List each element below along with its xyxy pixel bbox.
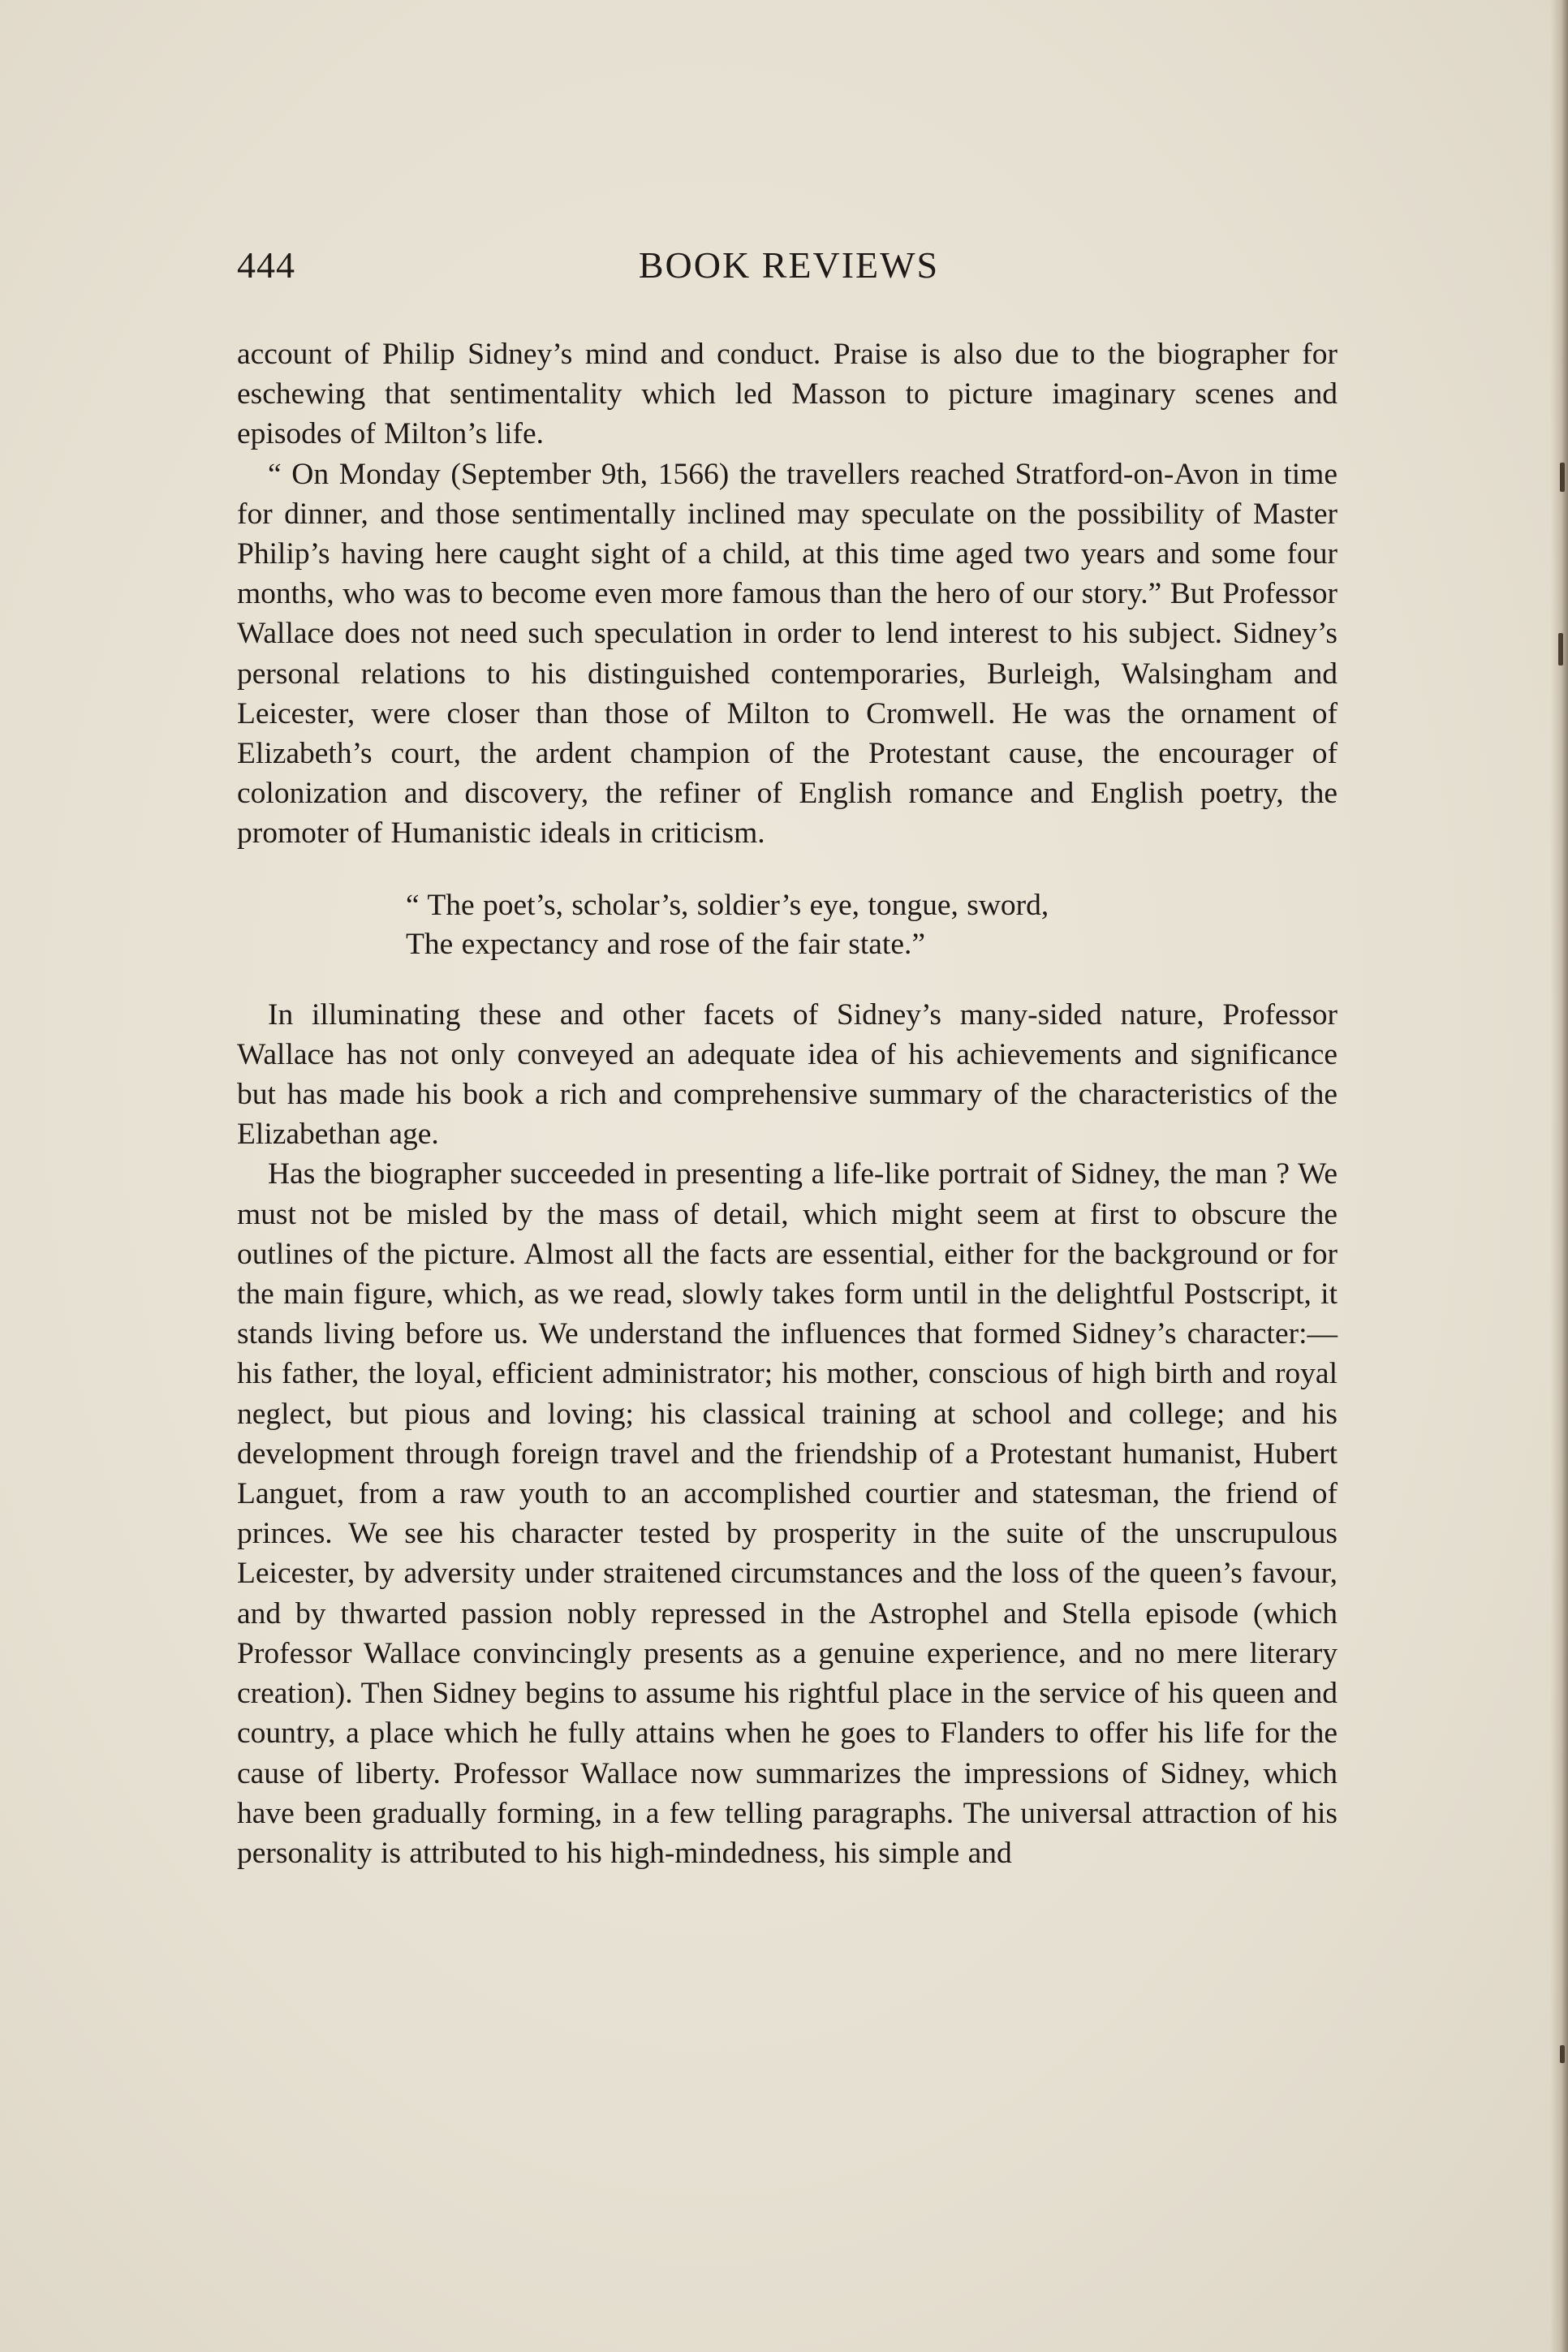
edge-mark-2 [1558,633,1563,666]
paragraph-3: In illuminating these and other facets of Sidney’s many-sided nature, Professor Wallace has not only conveyed an adequate idea of his achievements and significance but has made his book a rich and comprehensive summary of the characteristics of the Elizabethan age. [237,997,1338,1152]
running-head [237,243,1341,292]
paragraph-4: Has the biographer succeeded in presenting a life-like portrait of Sidney, the man ? We must not be misled by the mass of detail, which might seem at first to obscure the outlines of the picture. Almost all the facts are essential, either for the background or for the main figure, which, as we read, slowly takes form until in the delightful Postscript, it stands living before us. We understand the influences that formed Sidney’s character:— his father, the loyal, efficient administrator; his mother, conscious of high birth and royal neglect, but pious and loving; his classical training at school and college; and his development through foreign travel and the friendship of a Protestant humanist, Hubert Languet, from a raw youth to an accomplished courtier and statesman, the friend of princes. We see his character tested by prosperity in the suite of the unscrupulous Leicester, by adversity under straitened circumstances and the loss of the queen’s favour, and by thwarted passion nobly repressed in the Astrophel and Stella episode (which Professor Wallace convincingly presents as a genuine experience, and no mere literary creation). Then Sidney begins to assume his rightful place in the service of his queen and country, a place which he fully attains when he goes to Flanders to offer his life for the cause of liberty. Professor Wallace now summarizes the impressions of Sidney, which have been gradually forming, in a few telling paragraphs. The universal attraction of his personality is attributed to his high-mindedness, his simple and [237,1157,1338,1870]
edge-mark-3 [1560,2045,1565,2063]
section-title: BOOK REVIEWS [638,244,940,286]
paragraph-1: account of Philip Sidney’s mind and conduct. Praise is also due to the biographer for eschewing that sentimentality which led Masson to picture imaginary scenes and episodes of Milton’s life. [237,338,1338,451]
page-number: 444 [237,244,295,286]
page-edge-shadow [1550,0,1568,2352]
article-body [237,334,1338,1873]
verse-quotation [406,886,1338,964]
edge-mark-1 [1560,463,1565,492]
verse-line-2: The expectancy and rose of the fair state.” [406,927,926,961]
verse-line-1: “ The poet’s, scholar’s, soldier’s eye, tongue, sword, [406,888,1049,922]
paragraph-2: “ On Monday (September 9th, 1566) the travellers reached Stratford-on-Avon in time for dinner, and those sentimentally inclined may speculate on the possibility of Master Philip’s having here caught sight of a child, at this time aged two years and some four months, who was to become even more famous than the hero of our story.” But Professor Wallace does not need such speculation in order to lend interest to his subject. Sidney’s personal relations to his distinguished contemporaries, Burleigh, Walsingham and Leicester, were closer than those of Milton to Cromwell. He was the ornament of Elizabeth’s court, the ardent champion of the Protestant cause, the encourager of colonization and discovery, the refiner of English romance and English poetry, the promoter of Humanistic ideals in criticism. [237,457,1338,851]
